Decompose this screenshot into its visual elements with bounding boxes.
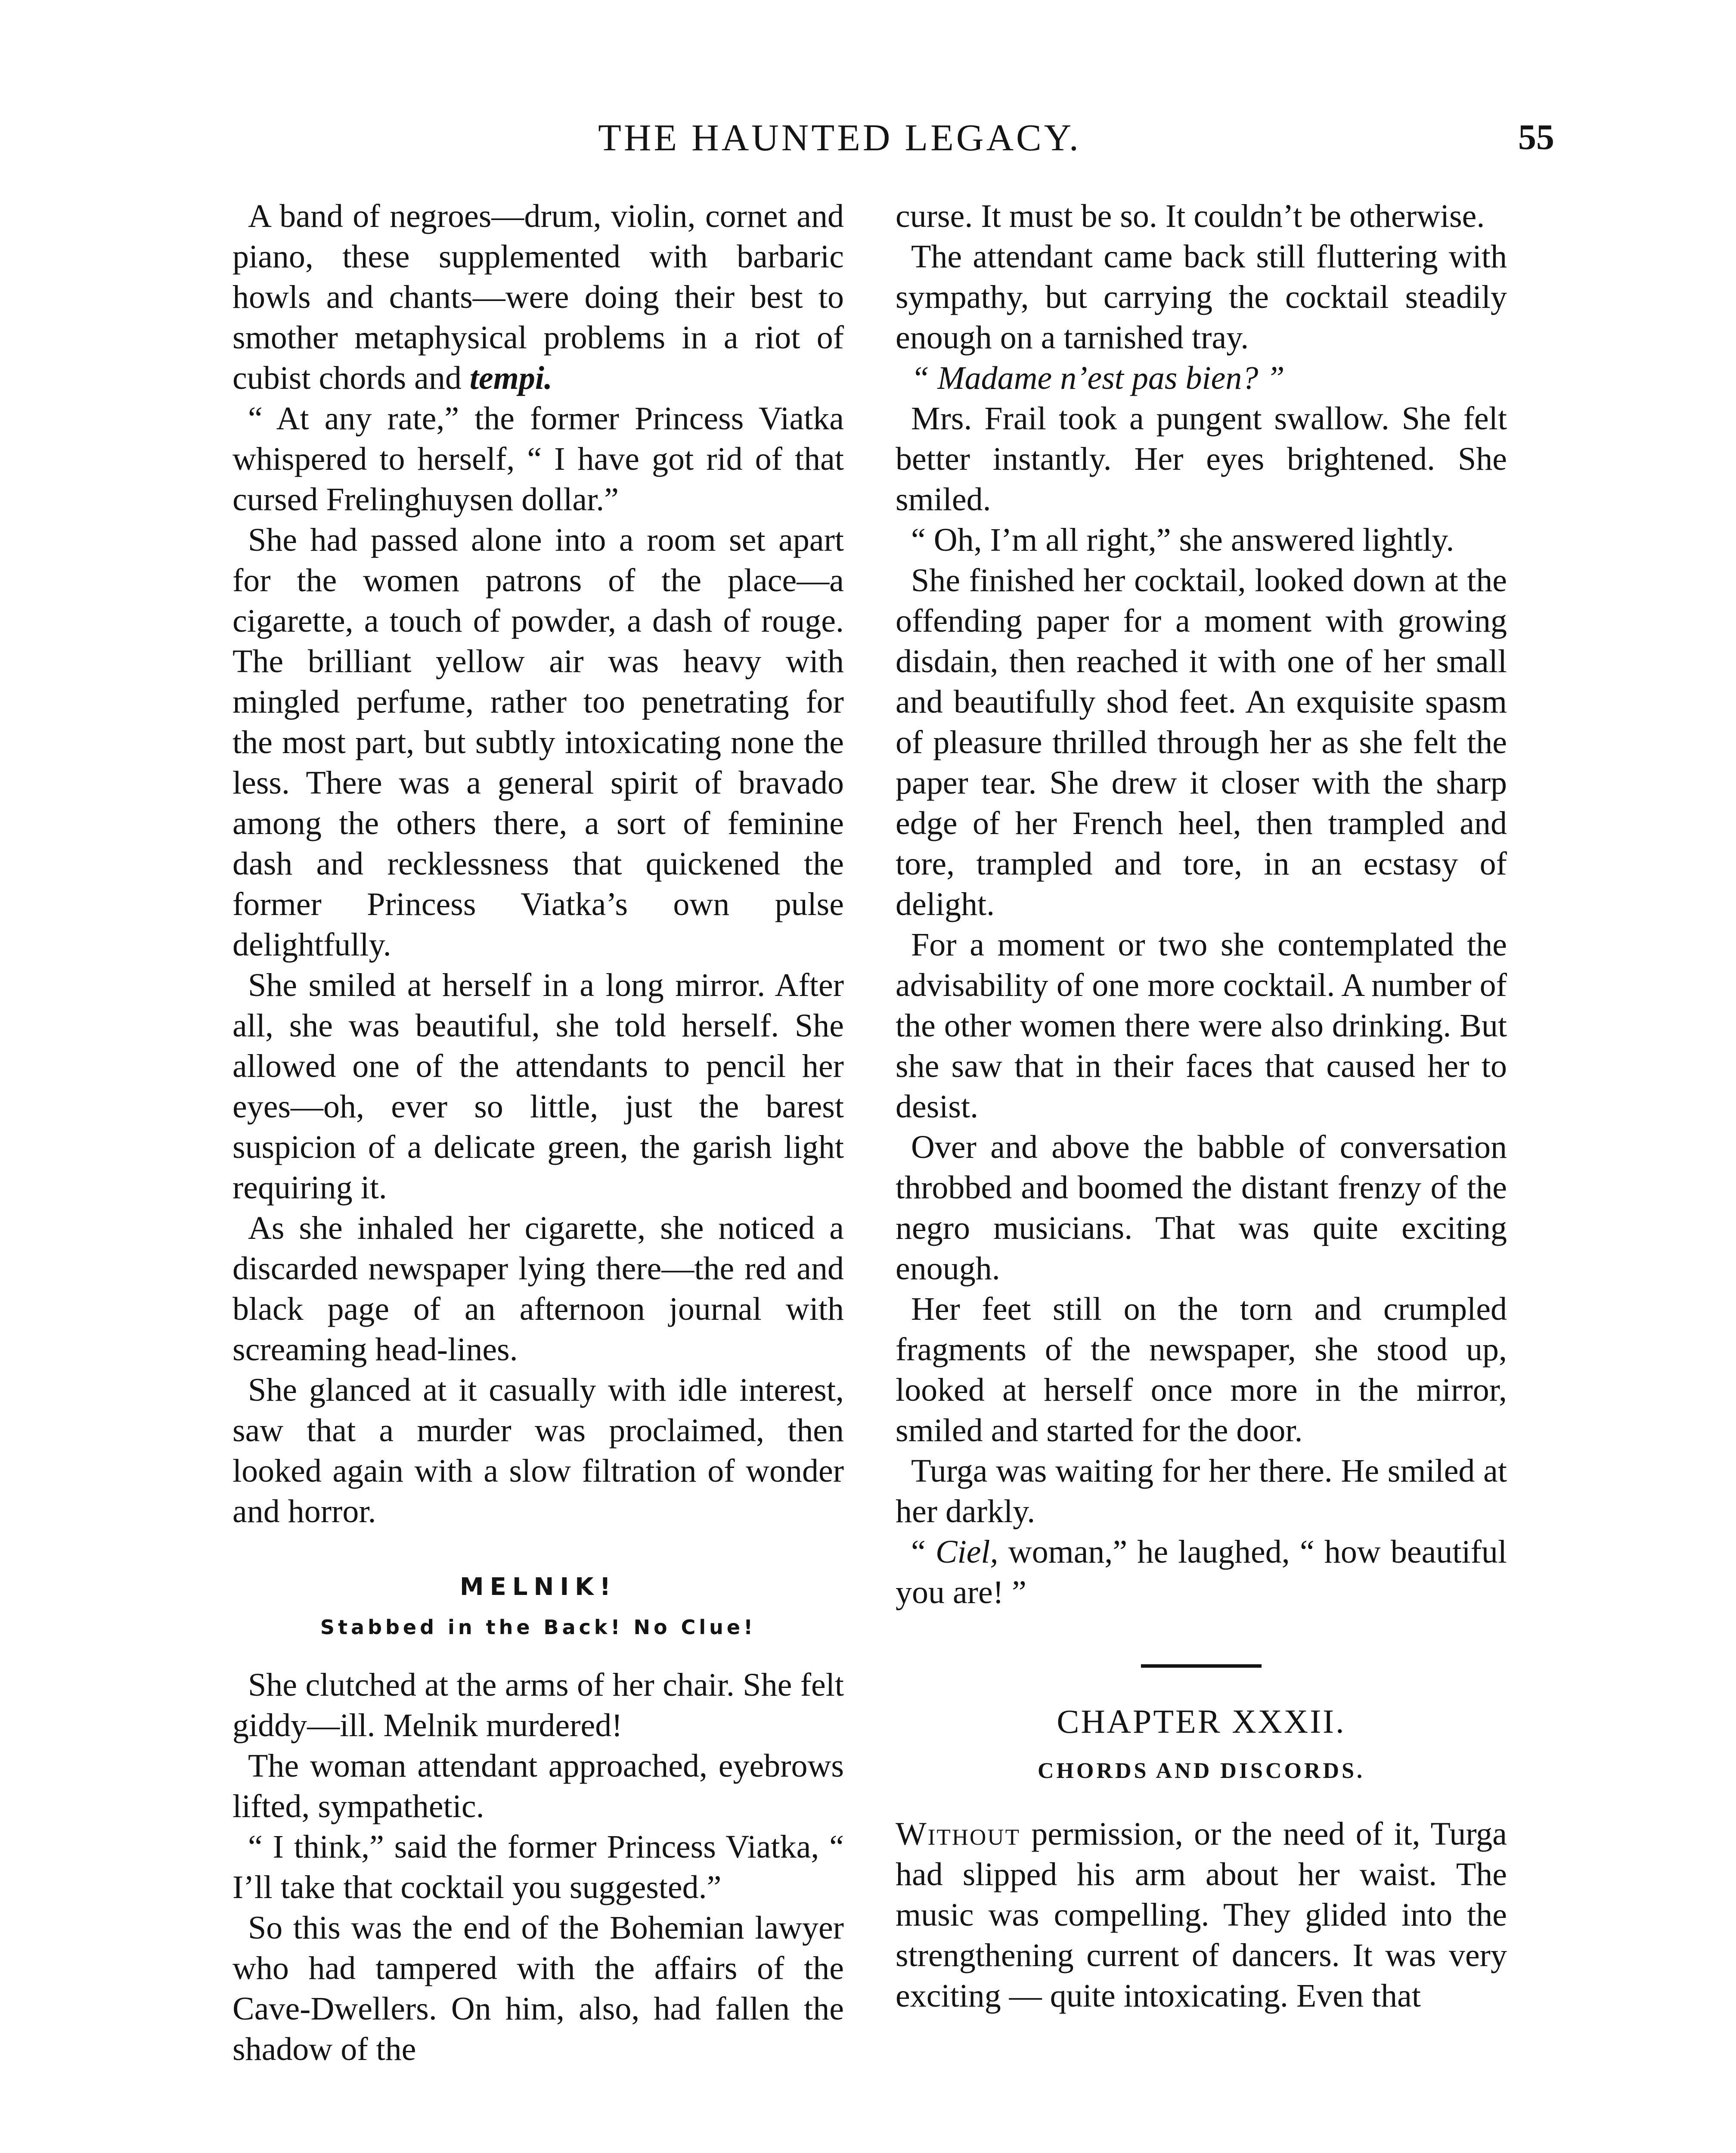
- newspaper-subheadline: Stabbed in the Back! No Clue!: [320, 1616, 756, 1639]
- chapter-subtitle: CHORDS AND DISCORDS.: [1038, 1759, 1365, 1783]
- paragraph: She had passed alone into a room set apart for the women patrons of the place—a cigarette, a touch of powder, a dash of rouge. The brilliant yellow air was heavy with mingled perfume, rather too penetrating for the most part, but subtly intoxicating none the less. There was a general spirit of bravado among the others there, a sort of feminine dash and recklessness that quickened the former Princess Viatka’s own pulse delightfully.: [232, 522, 844, 963]
- paragraph: She clutched at the arms of her chair. She felt giddy—ill. Melnik murdered!: [232, 1667, 844, 1743]
- paragraph: She smiled at herself in a long mirror. After all, she was beautiful, she told herself. She allowed one of the attendants to pencil her eyes—oh, ever so little, just the barest suspicion of a delicate green, the garish light requiring it.: [232, 967, 844, 1206]
- paragraph: [896, 1814, 1507, 2016]
- paragraph: The woman attendant approached, eyebrows lifted, sympathetic.: [232, 1748, 844, 1824]
- paragraph: curse. It must be so. It couldn’t be otherwise.: [896, 198, 1485, 234]
- lead-word: Without: [896, 1816, 1020, 1852]
- paragraph: “ Madame n’est pas bien? ”: [911, 360, 1285, 396]
- paragraph: She glanced at it casually with idle interest, saw that a murder was proclaimed, then looked again with a slow filtration of wonder and horror.: [232, 1372, 844, 1529]
- paragraph: [896, 1532, 1507, 1613]
- paragraph-text: permission, or the need of it, Turga had slipped his arm about her waist. The music was compelling. They glided into the strengthening current of dancers. It was very exciting — quite intoxicating. Even that: [896, 1816, 1507, 2014]
- paragraph: [232, 196, 844, 398]
- paragraph-text: “: [911, 1534, 936, 1570]
- italic-word: tempi.: [469, 360, 552, 396]
- chapter-title: CHAPTER XXXII.: [1057, 1703, 1346, 1740]
- paragraph: The attendant came back still fluttering with sympathy, but carrying the cocktail steadily enough on a tarnished tray.: [896, 239, 1507, 356]
- paragraph: As she inhaled her cigarette, she noticed a discarded newspaper lying there—the red and black page of an afternoon journal with screaming head-lines.: [232, 1210, 844, 1368]
- paragraph: Over and above the babble of conversation throbbed and boomed the distant frenzy of the negro musicians. That was quite exciting enough.: [896, 1129, 1507, 1287]
- paragraph: Turga was waiting for her there. He smiled at her darkly.: [896, 1453, 1507, 1529]
- paragraph: “ At any rate,” the former Princess Viatka whispered to herself, “ I have got rid of that cursed Frelinghuysen dollar.”: [232, 400, 844, 518]
- paragraph: Her feet still on the torn and crumpled fragments of the newspaper, she stood up, looked at herself once more in the mirror, smiled and started for the door.: [896, 1291, 1507, 1449]
- section-divider: [1141, 1664, 1262, 1668]
- left-column: [232, 196, 844, 2069]
- page-number: 55: [1518, 117, 1554, 157]
- newspaper-headline: MELNIK!: [459, 1573, 617, 1601]
- paragraph: “ I think,” said the former Princess Viatka, “ I’ll take that cocktail you suggested.”: [232, 1829, 844, 1905]
- paragraph: Mrs. Frail took a pungent swallow. She felt better instantly. Her eyes brightened. She smiled.: [896, 400, 1507, 518]
- running-title: THE HAUNTED LEGACY.: [598, 117, 1081, 159]
- paragraph: “ Oh, I’m all right,” she answered lightly.: [911, 522, 1454, 558]
- paragraph: For a moment or two she contemplated the advisability of one more cocktail. A number of the other women there were also drinking. But she saw that in their faces that caused her to desist.: [896, 927, 1507, 1125]
- italic-word: Ciel,: [935, 1534, 998, 1570]
- right-column: [896, 196, 1507, 2016]
- paragraph-text: A band of negroes—drum, violin, cornet and piano, these supplemented with barbaric howls and chants—were doing their best to smother metaphysical problems in a riot of cubist chords and: [232, 198, 844, 396]
- paragraph: She finished her cocktail, looked down at the offending paper for a moment with growing disdain, then reached it with one of her small and beautifully shod feet. An exquisite spasm of pleasure thrilled through her as she felt the paper tear. She drew it closer with the sharp edge of her French heel, then trampled and tore, trampled and tore, in an ecstasy of delight.: [896, 562, 1507, 922]
- paragraph: So this was the end of the Bohemian lawyer who had tampered with the affairs of the Cave-Dwellers. On him, also, had fallen the shadow of the: [232, 1910, 844, 2067]
- paragraph-text: woman,” he laughed, “ how beautiful you are! ”: [896, 1534, 1507, 1610]
